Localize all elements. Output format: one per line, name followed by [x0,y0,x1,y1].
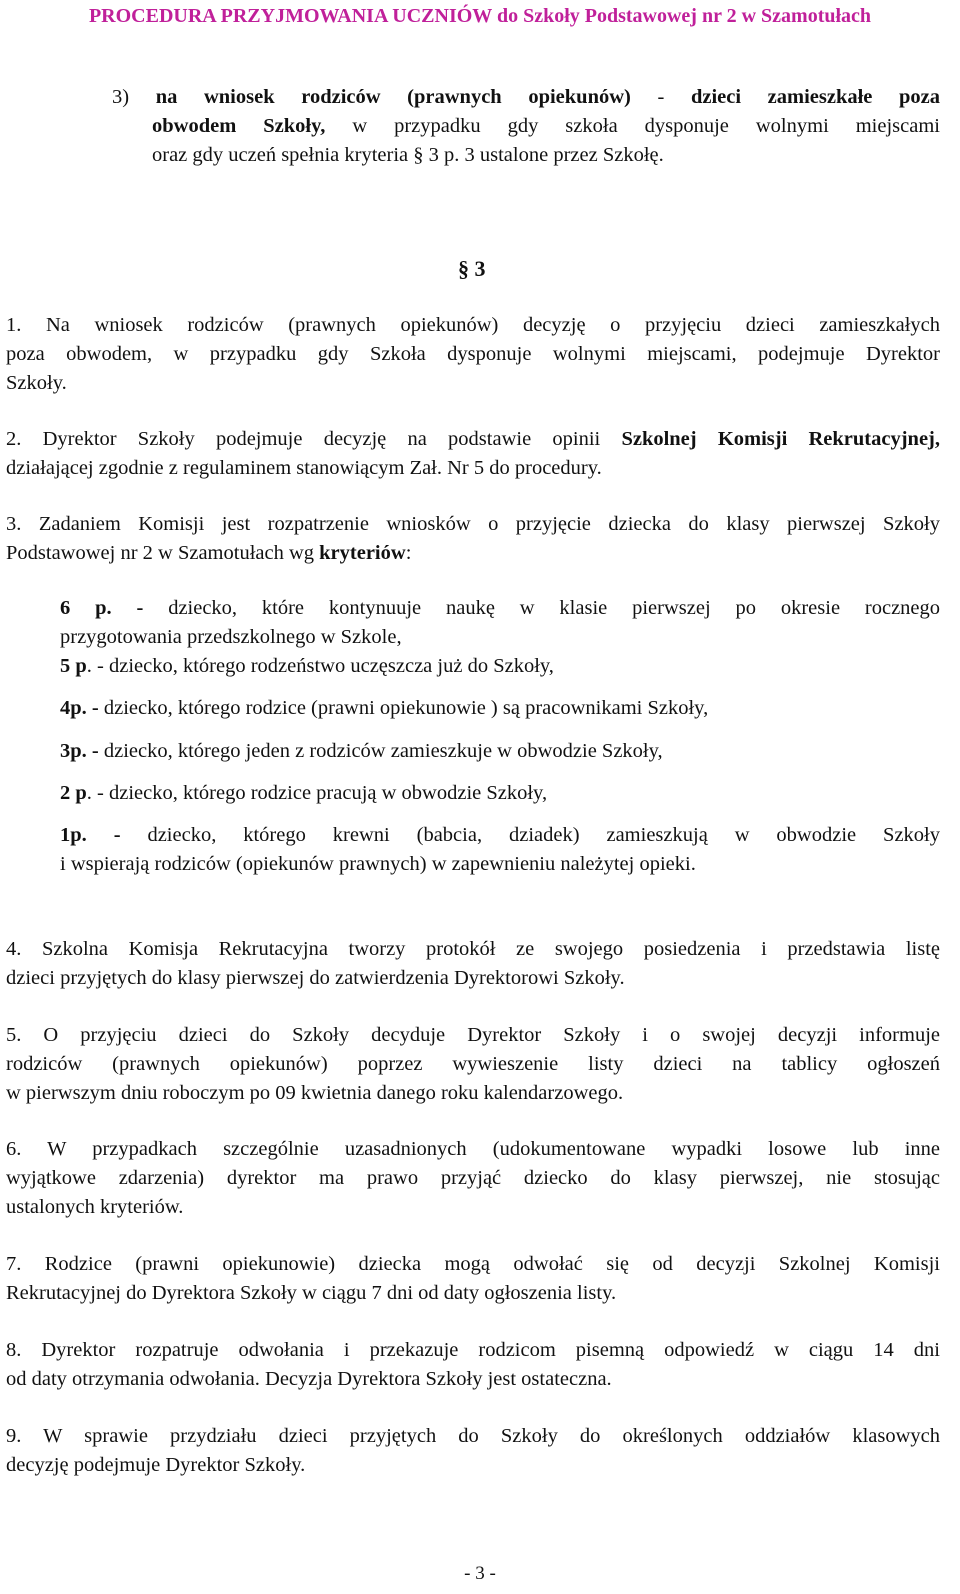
criterion-4p [60,694,940,723]
criterion-6p [60,594,940,652]
criterion-5p [60,652,940,681]
paragraph-6 [6,1135,940,1222]
criterion-line: 3p. - dziecko, którego jeden z rodziców zamieszkuje w obwodzie Szkoły, [60,740,663,762]
paragraph-9-line: 9. W sprawie przydziału dzieci przyjętych do Szkoły do określonych oddziałów klasowych [6,1425,940,1447]
criterion-line: 6 p. - dziecko, które kontynuuje naukę w klasie pierwszej po okresie rocznego [60,597,941,619]
paragraph-8 [6,1336,940,1394]
paragraph-1-line: poza obwodem, w przypadku gdy Szkoła dysponuje wolnymi miejscami, podejmuje Dyrektor [6,343,940,365]
paragraph-5 [6,1021,940,1108]
paragraph-8-line: od daty otrzymania odwołania. Decyzja Dyrektora Szkoły jest ostateczna. [6,1368,612,1390]
criterion-line: 1p. - dziecko, którego krewni (babcia, dziadek) zamieszkują w obwodzie Szkoły [60,824,940,846]
item-3-line-2: obwodem Szkoły, w przypadku gdy szkoła dysponuje wolnymi miejscami [152,115,940,137]
paragraph-5-line: rodziców (prawnych opiekunów) poprzez wywieszenie listy dzieci na tablicy ogłoszeń [6,1053,940,1075]
paragraph-4-line: 4. Szkolna Komisja Rekrutacyjna tworzy protokół ze swojego posiedzenia i przedstawia listę [6,938,940,960]
criterion-line: 5 p. - dziecko, którego rodzeństwo uczęszcza już do Szkoły, [60,655,554,677]
paragraph-3-line: 3. Zadaniem Komisji jest rozpatrzenie wniosków o przyjęcie dziecka do klasy pierwszej Szkoły [6,513,940,535]
item-3-line-3: oraz gdy uczeń spełnia kryteria § 3 p. 3 ustalone przez Szkołę. [152,144,664,166]
paragraph-1 [6,311,940,398]
paragraph-2-line: działającej zgodnie z regulaminem stanowiącym Zał. Nr 5 do procedury. [6,457,602,479]
paragraph-3-line: Podstawowej nr 2 w Szamotułach wg kryteriów: [6,542,412,564]
paragraph-4-line: dzieci przyjętych do klasy pierwszej do zatwierdzenia Dyrektorowi Szkoły. [6,967,625,989]
paragraph-9-line: decyzję podejmuje Dyrektor Szkoły. [6,1454,306,1476]
criterion-2p [60,779,940,808]
paragraph-1-line: Szkoły. [6,372,67,394]
paragraph-2-line: 2. Dyrektor Szkoły podejmuje decyzję na podstawie opinii Szkolnej Komisji Rekrutacyjnej, [6,428,941,450]
criterion-line: 4p. - dziecko, którego rodzice (prawni opiekunowie ) są pracownikami Szkoły, [60,697,709,719]
paragraph-5-line: w pierwszym dniu roboczym po 09 kwietnia danego roku kalendarzowego. [6,1082,624,1104]
paragraph-7-line: Rekrutacyjnej do Dyrektora Szkoły w ciągu 7 dni od daty ogłoszenia listy. [6,1282,617,1304]
criterion-1p [60,821,940,879]
criterion-3p [60,737,940,766]
paragraph-2 [6,425,940,483]
paragraph-7 [6,1250,940,1308]
criterion-line: 2 p. - dziecko, którego rodzice pracują w obwodzie Szkoły, [60,782,548,804]
paragraph-3 [6,510,940,568]
page-header: PROCEDURA PRZYJMOWANIA UCZNIÓW do Szkoły Podstawowej nr 2 w Szamotułach [88,5,872,27]
page-number: - 3 - [464,1563,496,1584]
criterion-line: przygotowania przedszkolnego w Szkole, [60,626,402,648]
item-3-line-1: 3) na wniosek rodziców (prawnych opiekunów) - dzieci zamieszkałe poza [112,86,941,108]
paragraph-1-line: 1. Na wniosek rodziców (prawnych opiekunów) decyzję o przyjęciu dzieci zamieszkałych [6,314,940,336]
paragraph-9 [6,1422,940,1480]
paragraph-8-line: 8. Dyrektor rozpatruje odwołania i przekazuje rodzicom pisemną odpowiedź w ciągu 14 dni [6,1339,940,1361]
criterion-line: i wspierają rodziców (opiekunów prawnych) w zapewnieniu należytej opieki. [60,853,696,875]
paragraph-6-line: ustalonych kryteriów. [6,1196,184,1218]
paragraph-4 [6,935,940,993]
paragraph-7-line: 7. Rodzice (prawni opiekunowie) dziecka mogą odwołać się od decyzji Szkolnej Komisji [6,1253,940,1275]
item-3-paragraph [112,83,940,170]
paragraph-6-line: 6. W przypadkach szczególnie uzasadnionych (udokumentowane wypadki losowe lub inne [6,1138,940,1160]
section-heading: § 3 [458,256,486,281]
paragraph-5-line: 5. O przyjęciu dzieci do Szkoły decyduje Dyrektor Szkoły i o swojej decyzji informuje [6,1024,940,1046]
paragraph-6-line: wyjątkowe zdarzenia) dyrektor ma prawo przyjąć dziecko do klasy pierwszej, nie stosując [6,1167,940,1189]
